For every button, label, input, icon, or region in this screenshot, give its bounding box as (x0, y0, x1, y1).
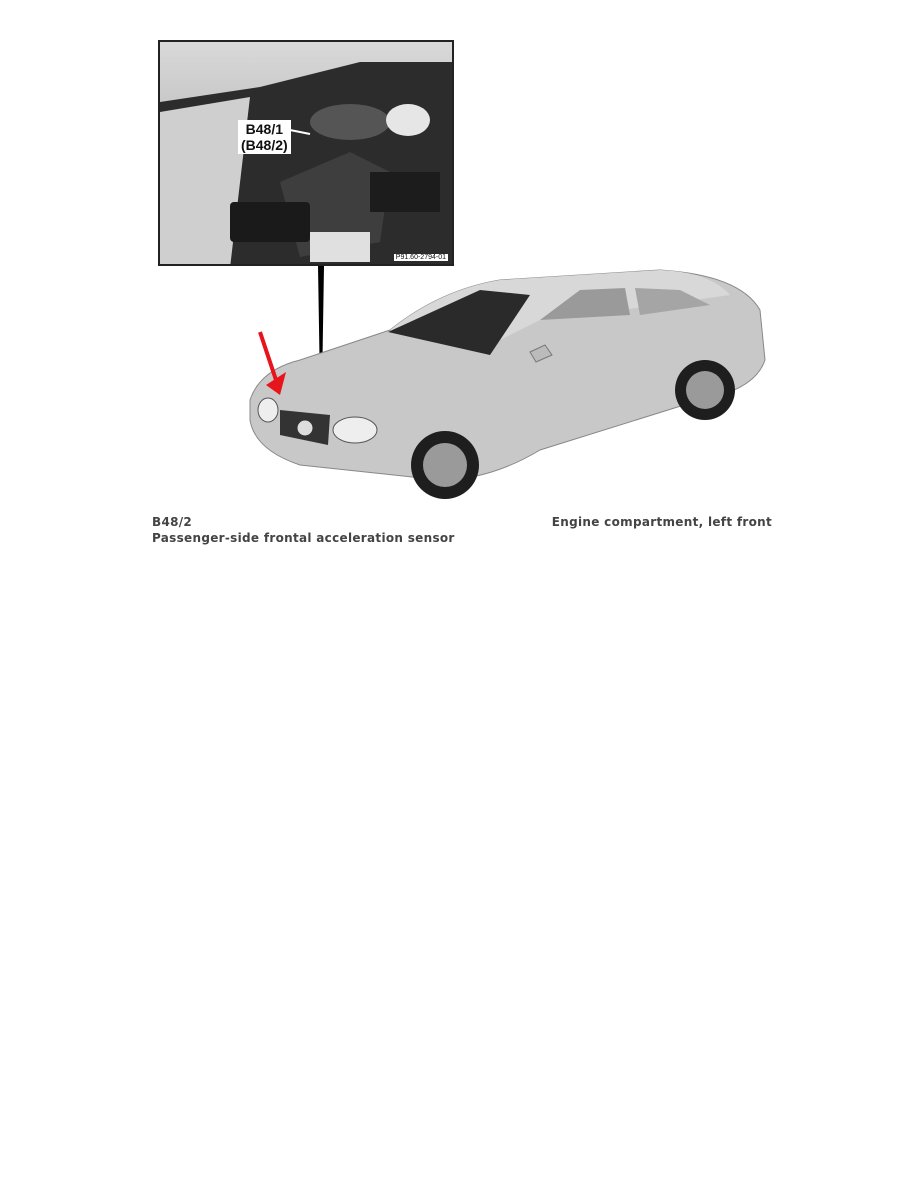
location-arrow-icon (260, 332, 276, 380)
component-location-figure (150, 38, 780, 508)
engine-bay-illustration (160, 42, 454, 266)
callout-line-2: (B48/2) (241, 137, 288, 153)
figure-caption (152, 514, 772, 546)
component-location: Engine compartment, left front (551, 515, 772, 529)
car-illustration (240, 250, 780, 510)
component-callout-label (238, 120, 291, 154)
photo-reference-id: P91.60-2794-01 (395, 254, 446, 261)
callout-line-1: B48/1 (245, 121, 284, 137)
component-name: Passenger-side frontal acceleration sensor (152, 531, 455, 545)
engine-bay-photo-inset (158, 40, 454, 266)
component-code: B48/2 (152, 515, 193, 529)
